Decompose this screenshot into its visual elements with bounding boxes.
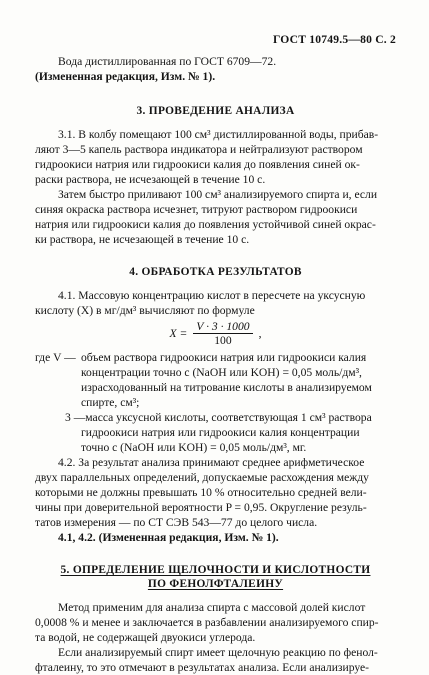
water-line: Вода дистиллированная по ГОСТ 6709—72. [58,55,277,68]
text-line: которыми не должны превышать 10 % относительно средней вели- [35,486,367,499]
formula-tail: , [258,327,262,340]
text-line: израсходованный на титрование кислоты в анализируемом [81,381,372,394]
amendment-note: 4.1, 4.2. (Измененная редакция, Изм. № 1). [58,531,279,544]
section-4-title: 4. ОБРАБОТКА РЕЗУЛЬТАТОВ [129,266,302,278]
text-line: двух параллельных определений, допускаемые расхождения между [35,471,369,484]
text-line: ки раствора, не исчезающей в течение 10 с. [35,233,250,246]
text-line: та водой, не содержащей двуокиси углерода. [35,631,256,644]
text-line: татов измерения — по СТ СЭВ 543—77 до целого числа. [35,516,318,529]
formula-denominator: 100 [214,334,232,347]
definition-label: 3 — [65,411,86,424]
section-5-title: 5. ОПРЕДЕЛЕНИЕ ЩЕЛОЧНОСТИ И КИСЛОТНОСТИ [60,564,371,576]
text-line: гидроокиси натрия или гидроокиси калия концентрации [81,426,360,439]
text-line: 0,0008 % и менее и заключается в разбавлении анализируемого спир- [35,616,379,629]
text-line: ляют 3—5 капель раствора индикатора и нейтрализуют раствором [35,143,363,156]
text-line: фталеину, то это отмечают в результатах анализа. Если анализируе- [35,661,369,674]
text-line: Метод применим для анализа спирта с массовой долей кислот [58,601,366,614]
formula-numerator: V · 3 · 1000 [193,320,252,334]
text-line: Затем быстро приливают 100 см³ анализируемого спирта и, если [58,188,378,201]
section-3-title: 3. ПРОВЕДЕНИЕ АНАЛИЗА [136,105,295,117]
text-line: 4.1. Массовую концентрацию кислот в пересчете на уксусную [58,289,366,302]
text-line: гидроокиси натрия или гидроокиси калия до появления синей ок- [35,158,360,171]
text-line: натрия или гидроокиси калия до появления устойчивой синей окрас- [35,218,376,231]
text-line: спирте, см³; [81,396,140,409]
definition-text: масса уксусной кислоты, соответствующая 1 см³ раствора [85,411,372,424]
page-content [35,54,396,675]
formula-fraction [193,320,252,347]
definition-v [35,350,396,365]
text-line: раски раствора, не исчезающей в течение 10 с. [35,173,266,186]
text-line: 4.2. За результат анализа принимают среднее арифметическое [58,456,365,469]
text-line: кислоту (X) в мг/дм³ вычисляют по формуле [35,304,255,317]
section-3-para-2 [35,187,396,247]
text-line: синяя окраска раствора исчезнет, титруют раствором гидроокиси [35,203,358,216]
standard-header: ГОСТ 10749.5—80 С. 2 [273,33,396,46]
text-line: Если анализируемый спирт имеет щелочную реакцию по фенол- [58,646,378,659]
text-line: концентрации точно с (NaOH или KOH) = 0,05 моль/дм³, [81,366,362,379]
formula-lhs: X = [169,327,188,340]
amendment-note: (Измененная редакция, Изм. № 1). [35,70,216,83]
definition-3 [35,410,396,425]
definition-text: объем раствора гидроокиси натрия или гидроокиси калия [81,351,367,364]
section-5-title-cont: ПО ФЕНОЛФТАЛЕИНУ [147,578,284,590]
text-line: точно с (NaOH или KOH) = 0,05 моль/дм³, мг. [81,441,307,454]
definition-label: где V — [35,351,76,364]
section-3-para-1 [35,127,396,187]
acid-formula [35,320,396,347]
text-line: 3.1. В колбу помещают 100 см³ дистиллированной воды, прибав- [58,128,379,141]
text-line: чины при доверительной вероятности P = 0,95. Округление резуль- [35,501,367,514]
